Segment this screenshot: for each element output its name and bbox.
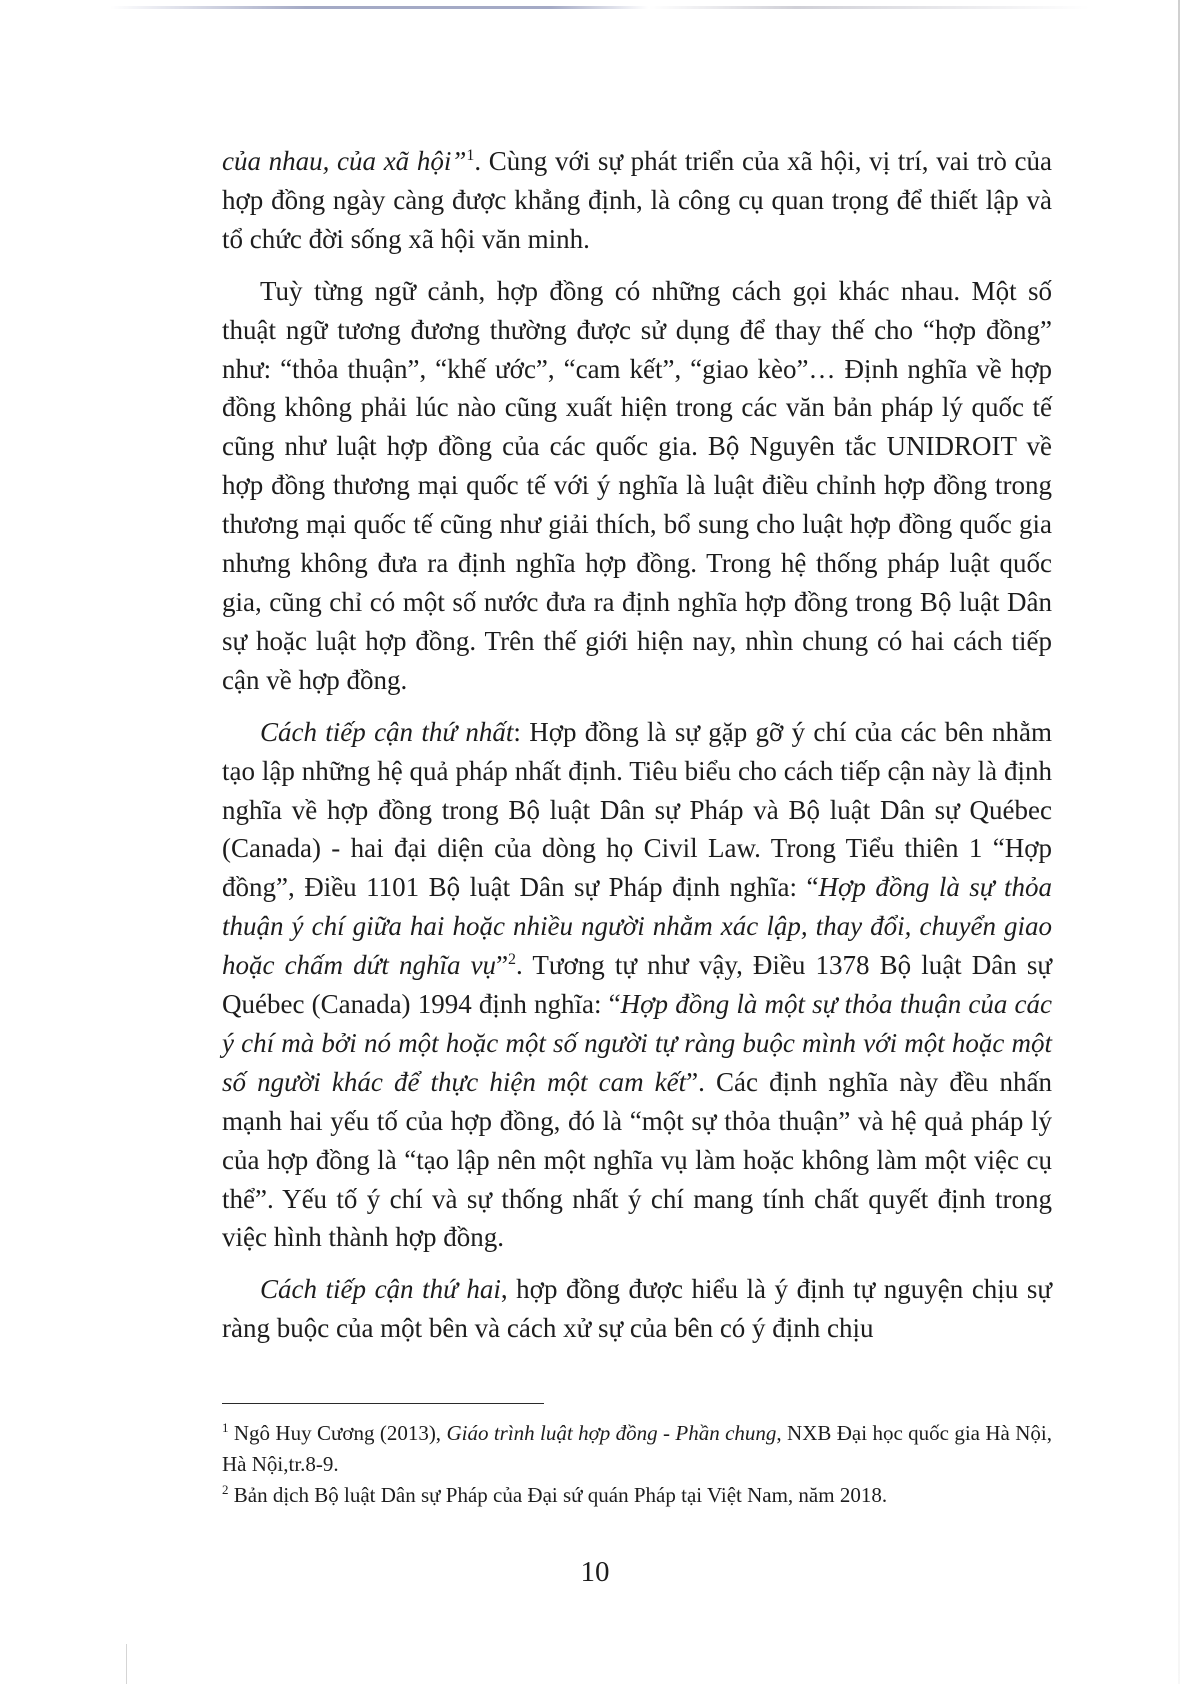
- paragraph-1: [222, 142, 1052, 259]
- footnote-1-text-a: Ngô Huy Cương (2013),: [228, 1421, 447, 1445]
- paragraph-1-text: . Cùng với sự phát triển của xã hội, vị trí, vai trò của hợp đồng ngày càng được khẳng định, là công cụ quan trọng để thiết lập và tổ chức đời sống xã hội văn minh.: [222, 146, 1052, 254]
- paragraph-2: Tuỳ từng ngữ cảnh, hợp đồng có những cách gọi khác nhau. Một số thuật ngữ tương đương thường được sử dụng để thay thế cho “hợp đồng” như: “thỏa thuận”, “khế ước”, “cam kết”, “giao kèo”… Định nghĩa về hợp đồng không phải lúc nào cũng xuất hiện trong các văn bản pháp lý quốc tế cũng như luật hợp đồng của các quốc gia. Bộ Nguyên tắc UNIDROIT về hợp đồng thương mại quốc tế với ý nghĩa là luật điều chỉnh hợp đồng trong thương mại quốc tế cũng như giải thích, bổ sung cho luật hợp đồng quốc gia nhưng không đưa ra định nghĩa hợp đồng. Trong hệ thống pháp luật quốc gia, cũng chỉ có một số nước đưa ra định nghĩa hợp đồng trong Bộ luật Dân sự hoặc luật hợp đồng. Trên thế giới hiện nay, nhìn chung có hai cách tiếp cận về hợp đồng.: [222, 275, 1052, 695]
- quote-french-civil-code: Hợp đồng là sự thỏa thuận ý chí giữa hai hoặc nhiều người nhằm xác lập, thay đổi, chuyển giao hoặc chấm dứt nghĩa vụ: [222, 872, 1052, 981]
- footnote-ref-2: 2: [508, 951, 517, 969]
- footnote-2-text: Bản dịch Bộ luật Dân sự Pháp của Đại sứ quán Pháp tại Việt Nam, năm 2018.: [228, 1483, 888, 1507]
- approach-two-label: Cách tiếp cận thứ hai: [260, 1274, 501, 1305]
- paragraph-4-text: , hợp đồng được hiểu là ý định tự nguyện chịu sự ràng buộc của một bên và cách xử sự của bên có ý định chịu: [222, 1274, 1052, 1344]
- paragraph-3-text-b: ”: [496, 950, 509, 981]
- paragraph-3-text-c: . Tương tự như vậy, Điều 1378 Bộ luật Dân sự Québec (Canada) 1994 định nghĩa: “: [222, 950, 1052, 1020]
- scan-edge-corner: [126, 1644, 157, 1684]
- scan-edge-right: [1178, 0, 1180, 1684]
- paragraph-3-text-a: : Hợp đồng là sự gặp gỡ ý chí của các bên nhằm tạo lập những hệ quả pháp nhất định. Tiêu biểu cho cách tiếp cận này là định nghĩa về hợp đồng trong Bộ luật Dân sự Pháp và Bộ luật Dân sự Québec (Canada) - hai đại diện của dòng họ Civil Law. Trong Tiểu thiên 1 “Hợp đồng”, Điều 1101 Bộ luật Dân sự Pháp định nghĩa: “: [222, 716, 1052, 903]
- body-text: [222, 142, 1052, 1361]
- footnote-1: [222, 1418, 1052, 1480]
- quote-quebec-civil-code: Hợp đồng là một sự thỏa thuận của các ý chí mà bởi nó một hoặc một số người tự ràng buộc mình với một hoặc một số người khác để thực hiện một cam kết: [222, 989, 1052, 1097]
- footnote-1-book-title: Giáo trình luật hợp đồng - Phần chung: [446, 1421, 777, 1445]
- footnote-1-mark: 1: [222, 1420, 229, 1435]
- footnotes: [222, 1418, 1052, 1511]
- footnote-divider: [222, 1403, 544, 1404]
- page-number: 10: [580, 1556, 610, 1588]
- paragraph-3: [222, 713, 1052, 1258]
- paragraph-4: [222, 1270, 1052, 1348]
- footnote-2: [222, 1480, 1052, 1511]
- footnote-2-mark: 2: [222, 1482, 229, 1497]
- paragraph-3-text-d: ”. Các định nghĩa này đều nhấn mạnh hai yếu tố của hợp đồng, đó là “một sự thỏa thuận” và hệ quả pháp lý của hợp đồng là “tạo lập nên một nghĩa vụ làm hoặc không làm một việc cụ thể”. Yếu tố ý chí và sự thống nhất ý chí mang tính chất quyết định trong việc hình thành hợp đồng.: [222, 1066, 1052, 1253]
- scan-edge-top: [110, 6, 1090, 9]
- approach-one-label: Cách tiếp cận thứ nhất: [260, 716, 514, 747]
- footnote-1-text-b: , NXB Đại học quốc gia Hà Nội, Hà Nội,tr.8-9.: [222, 1421, 1052, 1476]
- footnote-ref-1: 1: [466, 147, 475, 164]
- italic-quote-end: của nhau, của xã hội”: [222, 146, 467, 176]
